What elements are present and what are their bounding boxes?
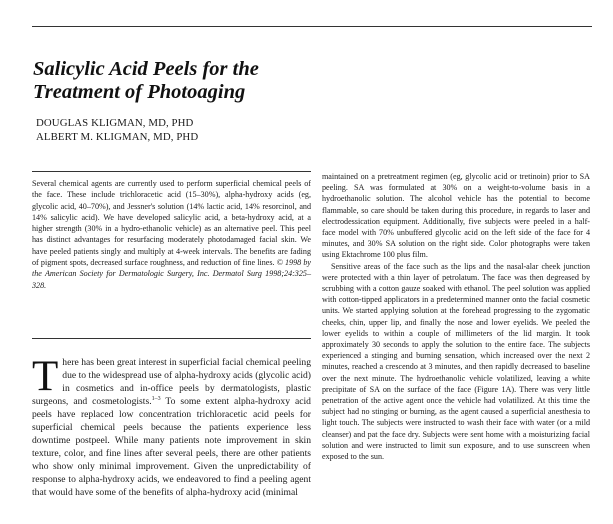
title-line-2: Treatment of Photoaging <box>33 81 246 103</box>
abstract-section <box>32 171 311 339</box>
header-rule <box>32 26 592 27</box>
methods-column <box>322 171 590 524</box>
author-1: DOUGLAS KLIGMAN, MD, PHD <box>36 117 194 129</box>
author-list <box>36 116 198 144</box>
abstract-citation: © 1998 by the American Society for Dermatologic Surgery, Inc. Dermatol Surg 1998;24:325–328. <box>32 258 311 290</box>
abstract-text: Several chemical agents are currently used to perform superficial chemical peels of the face. These include trichloracetic acid (15–30%), alpha-hydroxy acids (eg, glycolic acid, 40–70%), and Jessner's solution (14% lactic acid, 14% resorcinol, and 14% salicylic acid). We have developed salicylic acid, a beta-hydroxy acid, at a higher strength (30% in a hydro-ethanolic vehicle) as an alternative peel. This peel has distinct advantages for resurfacing moderately photodamaged facial skin. We have peeled patients singly and multiply at 4-week intervals. The benefits are fading of pigment spots, decreased surface roughness, and reduction of fine lines. <box>32 179 311 268</box>
abstract <box>32 178 311 291</box>
introduction-paragraph <box>32 356 311 499</box>
author-2: ALBERT M. KLIGMAN, MD, PHD <box>36 131 199 143</box>
article-title <box>33 58 259 104</box>
intro-reference: 1–3 <box>151 395 161 402</box>
methods-paragraph-1: maintained on a pretreatment regimen (eg, glycolic acid or tretinoin) prior to SA peeling. SA was formulated at 30% on a weight-to-volume basis in a hydroethanolic solution. The alcohol vehicle has the potential to become flammable, so care should be taken during this procedure, in regards to laser and electrodessication equipment. Additionally, five subjects were peeled in a half-face model with 70% unbuffered glycolic acid on the left side of the face for 4 minutes, and 30% SA solution on the right side. Color photographs were taken using Ektachrome 100 plus film. <box>322 172 590 260</box>
drop-cap: T <box>32 356 59 400</box>
title-line-1: Salicylic Acid Peels for the <box>33 58 259 80</box>
intro-text-a: here has been great interest in superficial facial chemical peeling due to the widespread use of alpha-hydroxy acids (glycolic acid) in cosmetics and in-office peels by dermatologists, plastic surgeons, and cosmetologists. <box>32 357 311 407</box>
methods-paragraph-2: Sensitive areas of the face such as the lips and the nasal-alar cheek junction were protected with a thin layer of petrolatum. The face was then degreased by scrubbing with a cotton gauze soaked with ethanol. The peel solution was applied with cotton-tipped applicators in a predetermined manner onto the facial cosmetic units. We started applying solution at the forehead progressing to the zygomatic cheeks, chin, upper lip, and finally the nose and lower eyelids. We peeled the lower eyelids to within a couple of millimeters of the lid margin. It took approximately 30 seconds to apply the solution to the entire face. The subjects experienced a stinging and burning sensation, which increased over the next 2 minutes, reached a crescendo at 3 minutes, and then rapidly decreased to baseline over the next minute. The hydroethanolic vehicle volatilized, leaving a white precipitate of SA on the surface of the face (Figure 1A). There was very little penetration of the active agent once the vehicle had volatilized. At this time the subject had no stinging or burning, as the agent caused a superficial anesthesia to light touch. The subjects were instructed to wash their face with water (or a mild cleanser) and pat the face dry. Subjects were sent home with a moisturizing facial solution and were instructed to limit sun exposure, and to use sunscreen when exposed to the sun. <box>322 261 590 462</box>
introduction-column <box>32 356 311 524</box>
intro-text-b: To some extent alpha-hydroxy acid peels have replaced low concentration trichloracetic acid peels for superficial chemical peels because the patients experience less downtime postpeel. While many patients note improvement in skin texture, color, and fine lines after several peels, there are other patients who show only minimal improvement. Given the unpredictability of response to alpha-hydroxy acids, we endeavored to find a peeling agent that would have some of the benefits of alpha-hydroxy acid (minimal <box>32 396 311 498</box>
